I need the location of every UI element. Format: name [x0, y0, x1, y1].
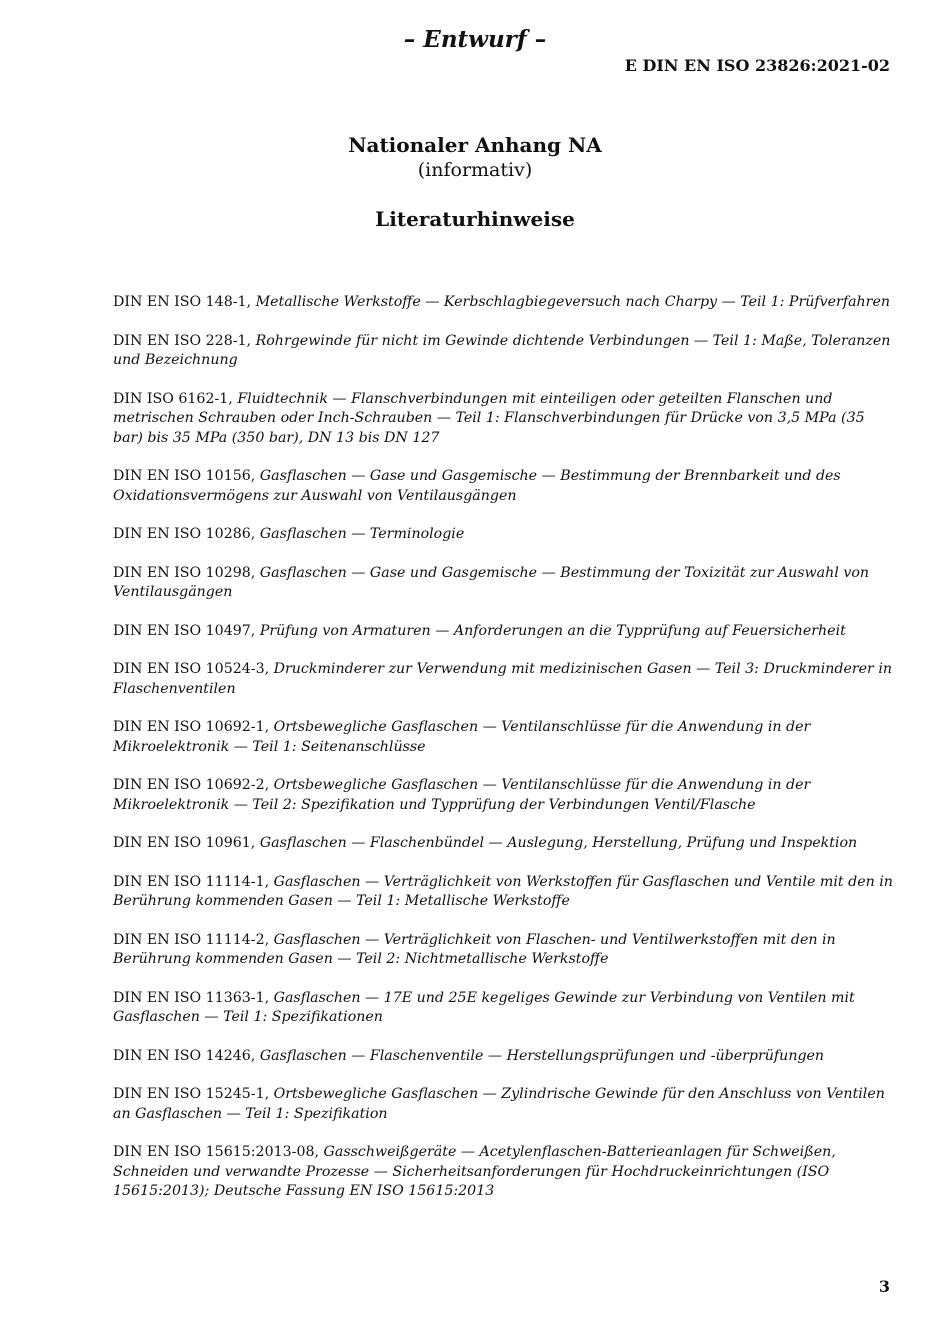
reference-code: DIN EN ISO 10497, [113, 622, 256, 639]
reference-title: Ortsbewegliche Gasflaschen — Zylindrische Gewinde für den Anschluss von Ventilen an Gasflaschen — Teil 1: Spezifikation [113, 1086, 885, 1122]
reference-code: DIN EN ISO 15615:2013-08, [113, 1144, 320, 1160]
annex-title: Nationaler Anhang NA [348, 133, 602, 157]
reference-code: DIN EN ISO 228-1, [113, 332, 252, 349]
page-number: 3 [878, 1277, 890, 1296]
annex-subtitle: (informativ) [417, 159, 533, 181]
reference-entry [113, 660, 893, 699]
reference-entry [113, 1085, 893, 1124]
reference-entry [113, 564, 893, 603]
reference-title: Gasflaschen — Verträglichkeit von Werkstoffen für Gasflaschen und Ventile mit den in Berührung kommenden Gasen — Teil 1: Metallische Werkstoffe [113, 873, 893, 909]
reference-code: DIN EN ISO 10286, [113, 526, 256, 542]
reference-entry [113, 1047, 893, 1067]
reference-code: DIN EN ISO 10961, [113, 835, 256, 851]
reference-entry [113, 293, 893, 313]
reference-entry [113, 718, 893, 757]
reference-entry [113, 834, 893, 854]
reference-title: Gasflaschen — Verträglichkeit von Flaschen- und Ventilwerkstoffen mit den in Berührung kommenden Gasen — Teil 2: Nichtmetallische Werkstoffe [113, 931, 836, 967]
reference-code: DIN EN ISO 148-1, [113, 294, 252, 310]
reference-code: DIN EN ISO 11114-2, [113, 931, 270, 948]
reference-title: Fluidtechnik — Flanschverbindungen mit einteiligen oder geteilten Flanschen und metrischen Schrauben oder Inch-Schrauben — Teil 1: Flanschverbindungen für Drücke von 3,5 MPa (35 bar) bis 35 MPa (350 bar), DN 13 bis DN 127 [113, 390, 865, 446]
reference-entry [113, 873, 893, 912]
reference-code: DIN EN ISO 10156, [113, 468, 256, 484]
reference-title: Rohrgewinde für nicht im Gewinde dichtende Verbindungen — Teil 1: Maße, Toleranzen und Bezeichnung [113, 332, 891, 368]
document-id: E DIN EN ISO 23826:2021-02 [624, 56, 890, 75]
reference-title: Ortsbewegliche Gasflaschen — Ventilanschlüsse für die Anwendung in der Mikroelektronik — Teil 2: Spezifikation und Typprüfung der Verbindungen Ventil/Flasche [113, 777, 811, 813]
reference-code: DIN EN ISO 10692-2, [113, 777, 270, 793]
reference-code: DIN EN ISO 14246, [113, 1047, 256, 1064]
reference-entry [113, 989, 893, 1028]
reference-title: Gasflaschen — Gase und Gasgemische — Bestimmung der Brennbarkeit und des Oxidationsvermögens zur Auswahl von Ventilausgängen [113, 468, 841, 504]
reference-code: DIN EN ISO 10692-1, [113, 719, 270, 735]
reference-code: DIN ISO 6162-1, [113, 390, 233, 407]
reference-title: Gasschweißgeräte — Acetylenflaschen-Batterieanlagen für Schweißen, Schneiden und verwandte Prozesse — Sicherheitsanforderungen für Hochdruckeinrichtungen (ISO 15615:2013); Deutsche Fassung EN ISO 15615:2013 [113, 1144, 836, 1199]
reference-title: Ortsbewegliche Gasflaschen — Ventilanschlüsse für die Anwendung in der Mikroelektronik — Teil 1: Seitenanschlüsse [113, 719, 811, 755]
reference-title: Gasflaschen — Flaschenbündel — Auslegung, Herstellung, Prüfung und Inspektion [259, 835, 858, 851]
reference-title: Gasflaschen — Terminologie [259, 526, 465, 542]
reference-title: Gasflaschen — Gase und Gasgemische — Bestimmung der Toxizität zur Auswahl von Ventilausgängen [113, 564, 870, 600]
reference-code: DIN EN ISO 11363-1, [113, 989, 270, 1006]
reference-entry [113, 467, 893, 506]
reference-title: Druckminderer zur Verwendung mit medizinischen Gasen — Teil 3: Druckminderer in Flaschenventilen [113, 661, 893, 697]
reference-title: Metallische Werkstoffe — Kerbschlagbiegeversuch nach Charpy — Teil 1: Prüfverfahren [255, 294, 890, 310]
reference-entry [113, 776, 893, 815]
reference-entry [113, 1143, 893, 1202]
reference-entry [113, 332, 893, 371]
reference-entry [113, 931, 893, 970]
reference-code: DIN EN ISO 10298, [113, 564, 256, 581]
reference-title: Gasflaschen — Flaschenventile — Herstellungsprüfungen und -überprüfungen [259, 1047, 825, 1064]
reference-entry [113, 390, 893, 449]
reference-list [113, 293, 893, 1221]
reference-title: Prüfung von Armaturen — Anforderungen an die Typprüfung auf Feuersicherheit [259, 622, 846, 639]
reference-code: DIN EN ISO 15245-1, [113, 1086, 270, 1102]
reference-code: DIN EN ISO 11114-1, [113, 873, 270, 890]
reference-code: DIN EN ISO 10524-3, [113, 661, 270, 677]
draft-label: – Entwurf – [403, 26, 547, 53]
bibliography-heading: Literaturhinweise [375, 207, 575, 231]
reference-entry [113, 622, 893, 642]
reference-title: Gasflaschen — 17E und 25E kegeliges Gewinde zur Verbindung von Ventilen mit Gasflaschen — Teil 1: Spezifikationen [113, 989, 855, 1025]
reference-entry [113, 525, 893, 545]
